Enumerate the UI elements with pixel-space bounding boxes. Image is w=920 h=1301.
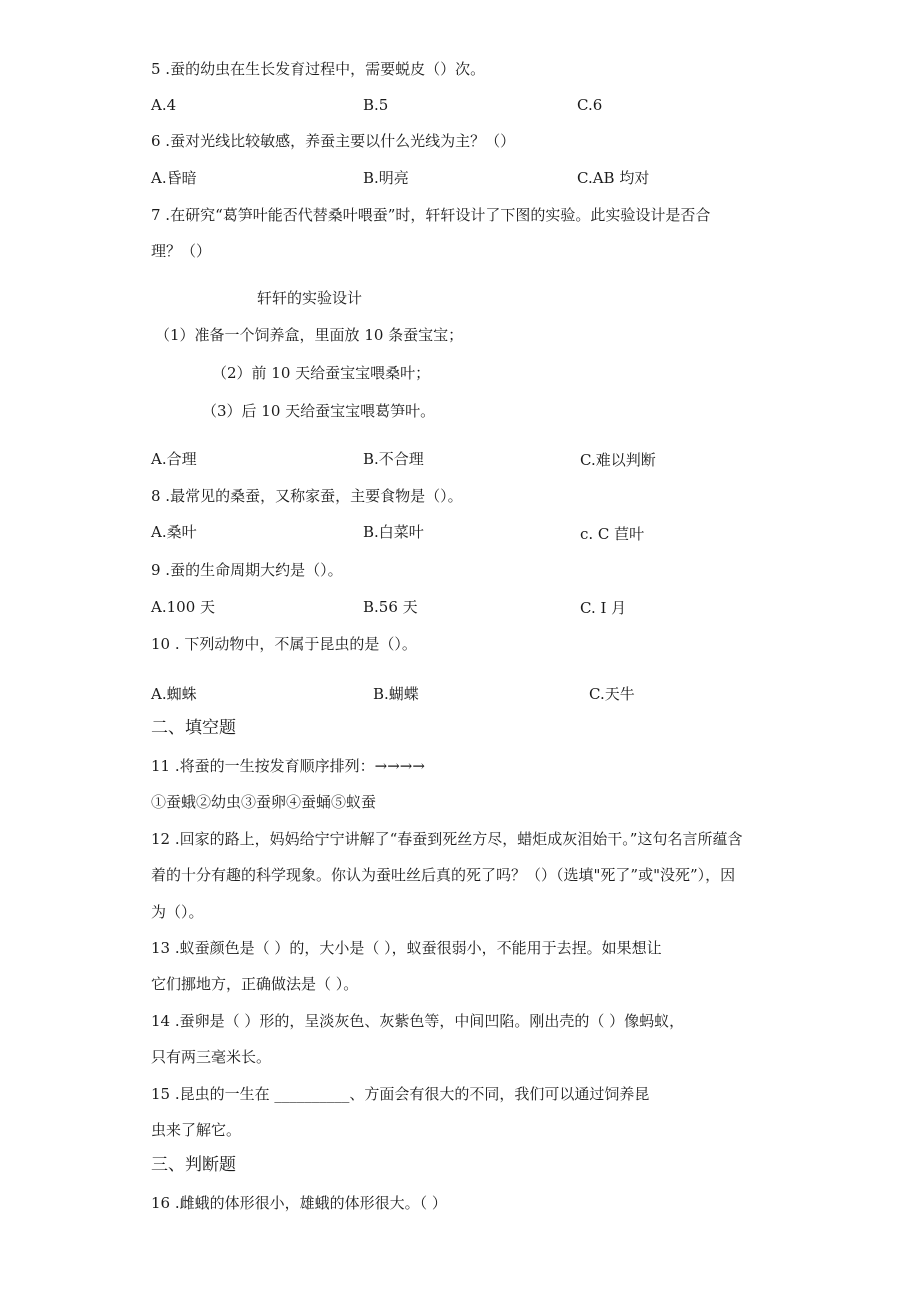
question-6-option-a: A.昏暗 [151, 169, 197, 187]
question-7-stem-line1: 7 .在研究“葛笋叶能否代替桑叶喂蚕”时，轩轩设计了下图的实验。此实验设计是否合 [151, 206, 711, 224]
experiment-step-1: （1）准备一个饲养盒，里面放 10 条蚕宝宝； [155, 326, 464, 344]
question-11-stem: 11 .将蚕的一生按发育顺序排列：→→→→ [151, 757, 425, 775]
question-8-option-a: A.桑叶 [151, 523, 197, 541]
question-9-option-c: C. I 月 [580, 599, 627, 617]
question-8-option-c: c. C 苣叶 [580, 525, 645, 543]
question-15-line2: 虫来了解它。 [151, 1121, 242, 1139]
question-10-stem: 10 . 下列动物中，不属于昆虫的是（）。 [151, 635, 417, 653]
question-14-line1: 14 .蚕卵是（ ）形的，呈淡灰色、灰紫色等，中间凹陷。刚出壳的（ ）像蚂蚁， [151, 1012, 685, 1030]
question-5-option-c: C.6 [577, 96, 603, 114]
question-9-option-b: B.56 天 [363, 598, 418, 616]
question-6-stem: 6 .蚕对光线比较敏感，养蚕主要以什么光线为主？（） [151, 132, 516, 150]
question-16-stem: 16 .雌蛾的体形很小，雄蛾的体形很大。（ ） [151, 1194, 447, 1212]
question-7-stem-line2: 理？（） [151, 242, 212, 260]
experiment-design-title: 轩轩的实验设计 [257, 289, 363, 307]
question-12-line2: 着的十分有趣的科学现象。你认为蚕吐丝后真的死了吗？（）（选填"死了”或"没死”），因 [151, 866, 736, 884]
question-5-option-a: A.4 [151, 96, 177, 114]
question-15-line1: 15 .昆虫的一生在 __________、方面会有很大的不同，我们可以通过饲养昆 [151, 1085, 650, 1103]
question-10-option-b: B.蝴蝶 [373, 685, 419, 703]
experiment-step-3: （3）后 10 天给蚕宝宝喂葛笋叶。 [202, 402, 436, 420]
question-13-line1: 13 .蚁蚕颜色是（ ）的，大小是（ ），蚁蚕很弱小，不能用于去捏。如果想让 [151, 939, 662, 957]
question-14-line2: 只有两三毫米长。 [151, 1048, 272, 1066]
question-12-line3: 为（）。 [151, 903, 204, 921]
question-13-line2: 它们挪地方，正确做法是（ ）。 [151, 975, 359, 993]
question-5-option-b: B.5 [363, 96, 389, 114]
question-8-option-b: B.白菜叶 [363, 523, 424, 541]
question-7-option-a: A.合理 [151, 450, 197, 468]
question-10-option-a: A.蜘蛛 [151, 685, 197, 703]
question-9-stem: 9 .蚕的生命周期大约是（）。 [151, 561, 343, 579]
question-9-option-a: A.100 天 [151, 598, 215, 616]
question-10-option-c: C.天牛 [589, 685, 635, 703]
question-7-option-c: C.难以判断 [580, 451, 656, 469]
question-6-option-b: B.明亮 [363, 169, 409, 187]
question-6-option-c: C.AB 均对 [577, 169, 650, 187]
question-11-options: ①蚕蛾②幼虫③蚕卵④蚕蛹⑤蚁蚕 [151, 793, 377, 811]
experiment-step-2: （2）前 10 天给蚕宝宝喂桑叶； [212, 364, 431, 382]
question-8-stem: 8 .最常见的桑蚕，又称家蚕，主要食物是（）。 [151, 487, 463, 505]
question-7-option-b: B.不合理 [363, 450, 424, 468]
question-5-stem: 5 .蚕的幼虫在生长发育过程中，需要蜕皮（）次。 [151, 60, 486, 78]
section-3-heading: 三、判断题 [151, 1155, 236, 1175]
question-12-line1: 12 .回家的路上，妈妈给宁宁讲解了“春蚕到死丝方尽，蜡炬成灰泪始干。”这句名言所蕴含 [151, 830, 743, 848]
section-2-heading: 二、填空题 [151, 718, 236, 738]
